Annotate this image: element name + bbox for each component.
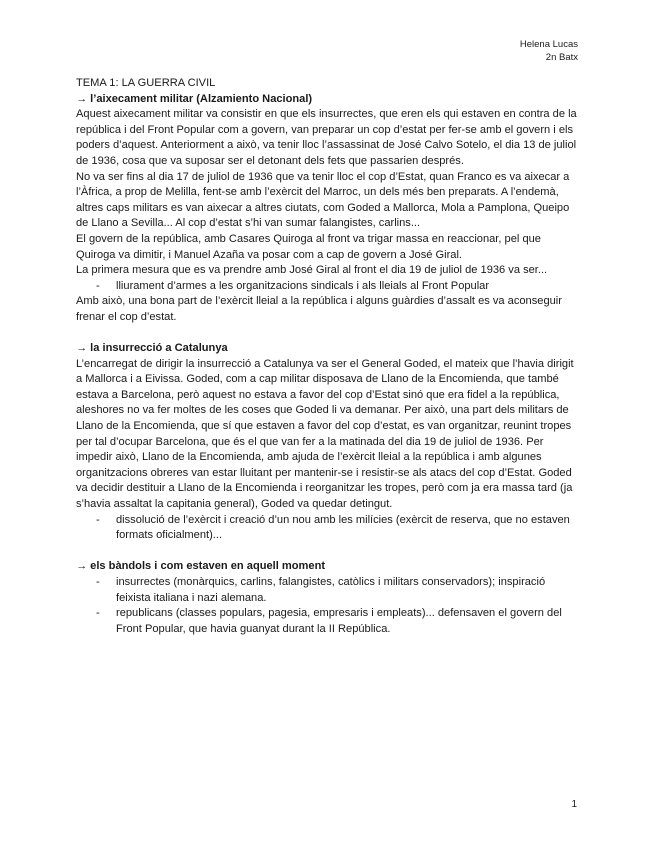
paragraph: Amb això, una bona part de l’exèrcit lleial a la república i alguns guàrdies d’assalt es va aconseguir frenar el cop d’estat. (76, 295, 562, 323)
section-aixecament (76, 92, 582, 326)
list-item: - dissolució de l’exèrcit i creació d’un nou amb les milícies (exèrcit de reserva, que no estaven formats oficialment)... (116, 513, 582, 544)
paragraph: L’encarregat de dirigir la insurrecció a Catalunya va ser el General Goded, el mateix que l’havia dirigit a Mallorca i a Eivissa. Goded, com a cap militar disposava de Llano de la Encomienda, que també estava a Barcelona, però aquest no estava a favor del cop d’Estat sinó que era fidel a la república, aleshores no va fer moltes de les coses que Goded li va demanar. Per això, una part dels militars de Llano de la Encomienda, que sí que estaven a favor del cop d’estat, es van organitzar, reunint tropes per tal d’ocupar Barcelona, que és el que van fer a la matinada del dia 19 de juliol de 1936. Per impedir això, Llano de la Encomienda, amb ajuda de l’exèrcit lleial a la república i amb algunes organitzacions obreres van estar lluitant per mantenir-se i resistir-se als atacs del cop d’Estat. Goded va decidir destituir a Llano de la Encomienda i reorganitzar les tropes, però com ja era massa tard (ja s’havia assaltat la capitania general), Goded va quedar detingut. (76, 357, 574, 511)
course-label: 2n Batx (545, 52, 578, 63)
page-header (520, 38, 578, 64)
spacer (76, 326, 582, 342)
spacer (76, 544, 582, 560)
document-title: TEMA 1: LA GUERRA CIVIL (76, 77, 216, 89)
paragraph: Aquest aixecament militar va consistir en que els insurrectes, que eren els qui estaven en contra de la república i del Front Popular com a govern, van preparar un cop d’estat per fer-se amb el govern i els poders d’aquest. Anteriorment a això, va tenir lloc l’assassinat de José Calvo Sotelo, el dia 13 de juliol de 1936, cosa que va suposar ser el detonant dels fets que passarien després. (76, 108, 577, 167)
paragraph: No va ser fins al dia 17 de juliol de 1936 que va tenir lloc el cop d’Estat, quan Franco es va aixecar a l’Àfrica, a prop de Melilla, fent-se amb l’exèrcit del Marroc, un dels més ben preparats. A l’endemà, altres caps militars es van aixecar a altres ciutats, com Goded a Mallorca, Mola a Pamplona, Queipo de Llano a Sevilla... Al cop d’estat s’hi van sumar falangistes, carlins... (76, 170, 570, 230)
bullet-list (76, 279, 582, 295)
bullet-list (76, 513, 582, 544)
paragraph: El govern de la república, amb Casares Quiroga al front va trigar massa en reaccionar, pel que Quiroga va dimitir, i Manuel Azaña va posar com a cap de govern a José Giral. (76, 232, 541, 261)
list-item: - republicans (classes populars, pagesia, empresaris i empleats)... defensaven el govern del Front Popular, que havia guanyat durant la II República. (116, 606, 582, 637)
section-heading: → l’aixecament militar (Alzamiento Nacional) (76, 92, 313, 105)
list-item: - insurrectes (monàrquics, carlins, falangistes, catòlics i militars conservadors); inspiració feixista italiana i nazi alemana. (116, 575, 582, 606)
section-heading: → la insurrecció a Catalunya (76, 342, 228, 355)
document-body (76, 76, 582, 637)
list-item: - lliurament d’armes a les organitzacions sindicals i als lleials al Front Popular (116, 279, 582, 295)
section-bandols (76, 559, 582, 637)
section-insurreccio-catalunya (76, 341, 582, 544)
page-number: 1 (571, 799, 577, 810)
author-name: Helena Lucas (519, 39, 578, 50)
section-heading: → els bàndols i com estaven en aquell moment (76, 560, 326, 573)
paragraph: La primera mesura que es va prendre amb José Giral al front el dia 19 de juliol de 1936 va ser... (76, 264, 548, 277)
bullet-list (76, 575, 582, 637)
